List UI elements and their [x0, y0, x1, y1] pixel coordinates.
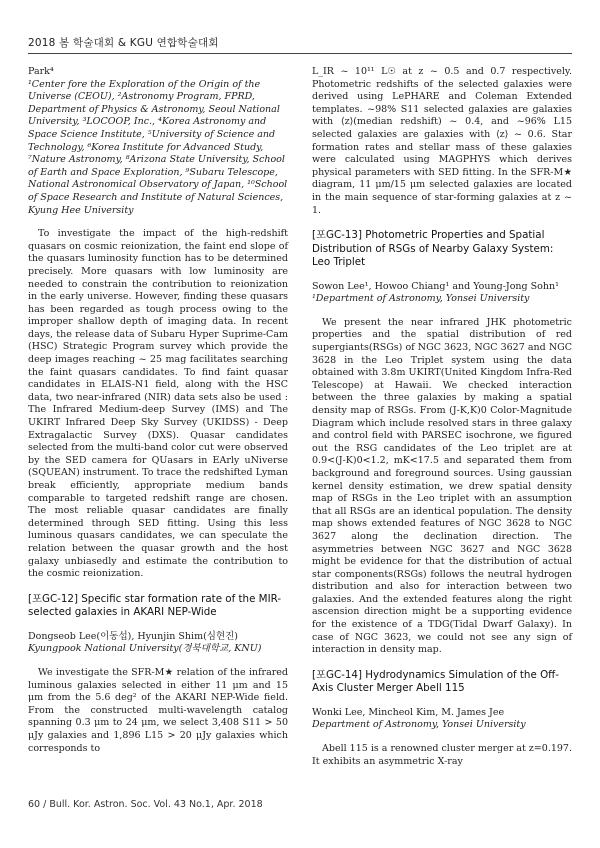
authors-gc14: Wonki Lee, Mincheol Kim, M. James Jee	[312, 706, 505, 718]
abstract-body-gc13: We present the near infrared JHK photometric properties and the spatial distribution of red supergiants(RSGs) of NGC 3623, NGC 3627 and NGC 3628 in the Leo Triplet system using the data obtained with 3.8m UKIRT(United Kingdom Infra-Red Telescope) at Hawaii. We checked interaction between the three galaxies by making a spatial density map of RSGs. From (J-K,K)0 Color-Magnitude Diagram which include resolved stars in three galaxy and control field with PARSEC isochrone, we figured out the RSG candidates of the Leo triplet are at 0.9<(J-K)0<1.2, mK<17.5 and separated them from background and foreground sources. Using gaussian kernel density estimation, we drew spatial density map of RSGs in the Leo triplet with an assumption that all RSGs are an identical population. The density map shows extended features of NGC 3628 to NGC 3627 along the declination direction. The asymmetries between NGC 3627 and NGC 3628 might be evidence for that the distribution of actual star components(RSGs) follows the neutral hydrogen distribution and also for interaction between two galaxies. And the extended features along the right ascension direction might be a supporting evidence for the existence of a TDG(Tidal Dwarf Galaxy). In case of NGC 3623, we could not see any sign of interaction in density map.	[312, 316, 572, 656]
abstract-body: To investigate the impact of the high-redshift quasars on cosmic reionization, the faint end slope of the quasars luminosity function has to be determined precisely. More quasars with low luminosity are needed to constrain the contribution to reionization in the early universe. However, finding these quasars has been regarded as tough process owing to the improper shallow depth of imaging data. In recent days, the release data of Subaru Hyper Suprime-Cam (HSC) Strategic Program survey which provide the deep images reaching ~ 25 mag facilitates searching the faint quasars candidates. To find faint quasar candidates in ELAIS-N1 field, along with the HSC data, two near-infrared (NIR) data sets also be used : The Infrared Medium-deep Survey (IMS) and The UKIRT Infrared Deep Sky Survey (UKIDSS) - Deep Extragalactic Survey (DXS). Quasar candidates selected from the multi-band color cut were observed by the SED camera for QUasars in EArly uNiverse (SQUEAN) instrument. To trace the redshifted Lyman break efficiently, appropriate medium bands comparable to targeted redshift range are chosen. The most reliable quasar candidates are finally determined through SED fitting. Using this less luminous quasars candidates, we can speculate the relation between the quasar growth and the host galaxy unbiasedly and estimate the contribution to the cosmic reionization.	[28, 228, 288, 580]
authors-gc13: Sowon Lee¹, Howoo Chiang¹ and Young-Jong Sohn¹	[312, 280, 559, 292]
section-title-gc14: [포GC-14] Hydrodynamics Simulation of the Off-Axis Cluster Merger Abell 115	[312, 668, 559, 695]
authors-gc12: Dongseob Lee(이동섭), Hyunjin Shim(심현진)	[28, 630, 239, 642]
affiliations: ¹Center fore the Exploration of the Origin of the Universe (CEOU), ²Astronomy Program, FPRD, Department of Physics & Astronomy, Seoul National University, ³LOCOOP, Inc., ⁴Korea Astronomy and Space Science Institute, ⁵University of Science and Technology, ⁶Korea Institute for Advanced Study, ⁷Nature Astronomy, ⁸Arizona State University, School of Earth and Space Exploration, ⁹Subaru Telescope, National Astronomical Observatory of Japan, ¹⁰School of Space Research and Institute of Natural Sciences, Kyung Hee University	[28, 78, 288, 216]
page-footer: 60 / Bull. Kor. Astron. Soc. Vol. 43 No.1, Apr. 2018	[28, 799, 263, 810]
running-header: 2018 봄 학술대회 & KGU 연합학술대회	[28, 37, 219, 49]
header-rule	[28, 53, 572, 54]
abstract-body-gc12-cont: L_IR ~ 10¹¹ L☉ at z ~ 0.5 and 0.7 respectively. Photometric redshifts of the selected galaxies were derived using LePHARE and Coleman Extended templates. ~98% S11 selected galaxies are galaxies with ⟨z⟩(median redshift) ~ 0.4, and ~96% L15 selected galaxies are galaxies with ⟨z⟩ ~ 0.6. Star formation rates and stellar mass of these galaxies were calculated using MAGPHYS which derives physical parameters with SED fitting. In the SFR-M★ diagram, 11 μm/15 μm selected galaxies are located in the main sequence of star-forming galaxies at z ~ 1.	[312, 66, 572, 216]
affiliation-gc13: ¹Department of Astronomy, Yonsei University	[312, 293, 530, 305]
abstract-body-gc14: Abell 115 is a renowned cluster merger at z=0.197. It exhibits an asymmetric X-ray	[312, 743, 572, 767]
affiliation-gc12: Kyungpook National University(경북대학교, KNU)	[28, 643, 262, 655]
section-title-gc12: [포GC-12] Specific star formation rate of the MIR-selected galaxies in AKARI NEP-Wide	[28, 592, 282, 619]
author-tail: Park⁴	[28, 66, 54, 77]
right-column	[312, 66, 572, 768]
left-column	[28, 66, 288, 755]
affiliation-gc14: Department of Astronomy, Yonsei University	[312, 719, 526, 731]
section-title-gc13: [포GC-13] Photometric Properties and Spatial Distribution of RSGs of Nearby Galaxy System: Leo Triplet	[312, 229, 554, 269]
abstract-body-gc12: We investigate the SFR-M★ relation of the infrared luminous galaxies selected in either 11 μm and 15 μm from the 5.6 deg² of the AKARI NEP-Wide field. From the constructed multi-wavelength catalog spanning 0.3 μm to 24 μm, we select 3,408 S11 > 50 μJy galaxies and 1,896 L15 > 20 μJy galaxies which corresponds to	[28, 666, 288, 754]
